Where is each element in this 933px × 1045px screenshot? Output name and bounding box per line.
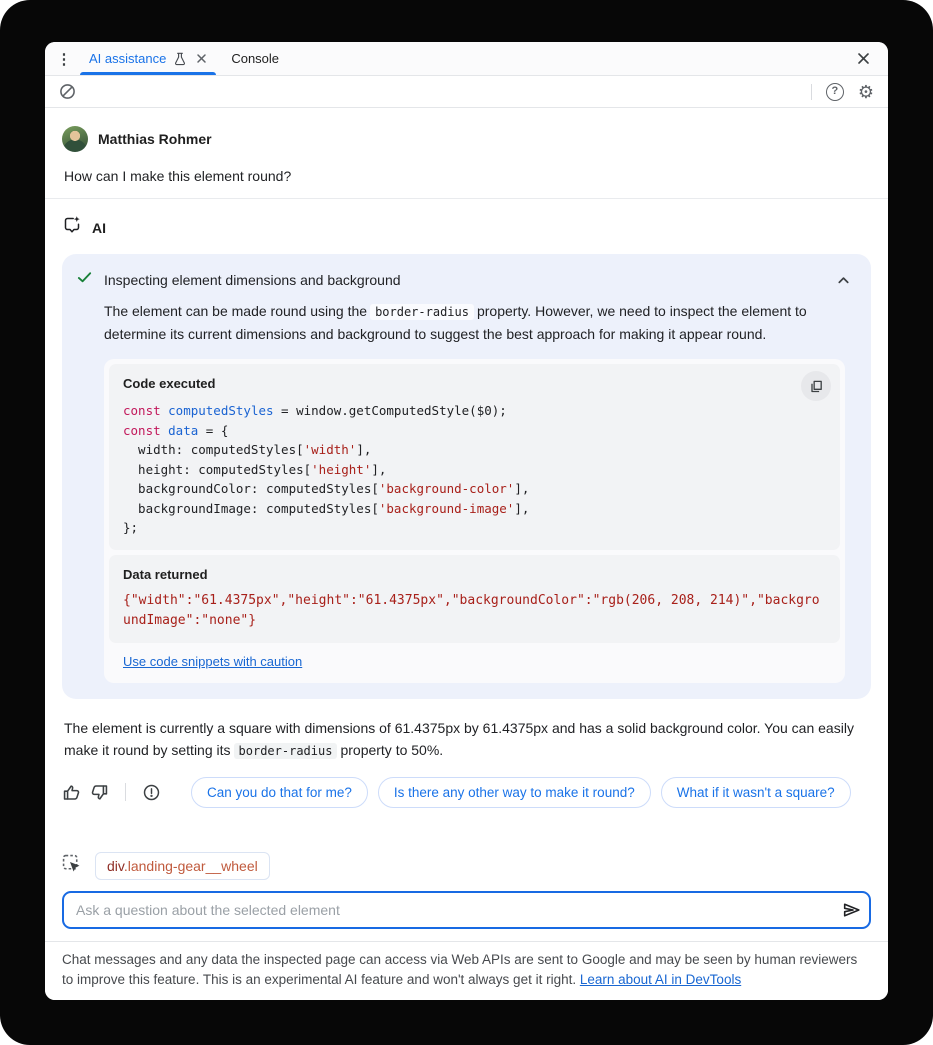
ai-label: AI: [92, 219, 106, 236]
prompt-input[interactable]: [62, 891, 871, 929]
tab-bar: [45, 42, 888, 76]
selected-element-chip[interactable]: [95, 852, 270, 880]
copy-code-button[interactable]: [801, 371, 831, 401]
suggestion-chips: [191, 777, 871, 808]
data-returned-value: {"width":"61.4375px","height":"61.4375px","backgroundColor":"rgb(206, 208, 214)","backgroundImage":"none"}: [123, 592, 820, 628]
suggestion-chip[interactable]: Is there any other way to make it round?: [378, 777, 651, 808]
learn-about-ai-link[interactable]: Learn about AI in DevTools: [579, 972, 742, 987]
code-executed-label: Code executed: [123, 376, 216, 391]
suggestion-chip[interactable]: Can you do that for me?: [191, 777, 368, 808]
message-divider: [45, 198, 888, 199]
inline-code-border-radius: border-radius: [370, 304, 474, 320]
more-tabs-menu-icon[interactable]: ⋮: [56, 50, 72, 68]
step-intro-text: [104, 300, 845, 345]
user-avatar: [62, 126, 88, 152]
disclaimer-footer: [45, 941, 888, 1000]
clear-chat-icon[interactable]: [59, 83, 76, 100]
answer-before: The element is currently a square with dimensions of 61.4375px by 61.4375px and has a solid background color. You can easily make it round by setting its: [64, 719, 854, 758]
tab-console-label: Console: [231, 51, 280, 66]
help-icon[interactable]: ?: [826, 83, 844, 101]
disclaimer-text: Chat messages and any data the inspected page can access via Web APIs are sent to Google and may be seen by human reviewers to improve this feature. This is an experimental AI feature and won't always get it right.: [62, 952, 858, 987]
thumbs-down-icon[interactable]: [90, 783, 109, 802]
toolbar-divider: [811, 84, 812, 100]
send-icon[interactable]: [841, 900, 862, 921]
success-check-icon: [76, 269, 93, 291]
experiment-flask-icon: [173, 52, 187, 66]
step-header[interactable]: [76, 268, 855, 292]
feedback-icons: [62, 783, 161, 802]
code-execution-card: [104, 359, 845, 683]
prompt-input-row: [62, 891, 871, 929]
collapse-chevron-up-icon[interactable]: [831, 268, 855, 292]
ai-message-header: [62, 215, 871, 240]
settings-gear-icon[interactable]: ⚙: [857, 81, 874, 102]
ai-answer-text: [64, 717, 869, 762]
devtools-ai-assistance-panel: [45, 42, 888, 1000]
tab-close-icon[interactable]: [196, 53, 207, 64]
chat-scroll-area: [45, 108, 888, 830]
tab-console[interactable]: [219, 42, 291, 75]
answer-after: property to 50%.: [340, 741, 444, 758]
caution-row: [109, 643, 840, 678]
step-intro-after: property. However, we need to inspect the element to determine its current dimensions and background to suggest the best approach for making it appear round.: [104, 303, 807, 342]
data-returned-label: Data returned: [123, 566, 208, 582]
selected-element-row: [62, 852, 871, 880]
step-intro-before: The element can be made round using the: [104, 303, 368, 319]
toolbar: [45, 76, 888, 108]
user-name: Matthias Rohmer: [98, 131, 212, 147]
ai-step-panel: [62, 254, 871, 699]
thumbs-up-icon[interactable]: [62, 783, 81, 802]
selector-class: .landing-gear__wheel: [123, 858, 258, 874]
selector-tag: div: [107, 858, 124, 874]
code-caution-link[interactable]: Use code snippets with caution: [123, 653, 303, 669]
close-panel-button[interactable]: [850, 46, 876, 72]
tab-ai-assistance[interactable]: [77, 42, 219, 75]
data-returned-block: [109, 555, 840, 643]
suggestion-chip[interactable]: What if it wasn't a square?: [661, 777, 851, 808]
tab-ai-assistance-label: AI assistance: [89, 51, 167, 66]
ai-sparkle-bubble-icon: [62, 215, 82, 240]
user-question: How can I make this element round?: [64, 168, 292, 184]
report-icon[interactable]: [142, 783, 161, 802]
executed-code: const computedStyles = window.getComputedStyle($0); const data = { width: computedStyles['width'], height: computedStyles['height'], backgroundColor: computedStyles['background-color'], backgroundImage: computedStyles['background-image'], };: [123, 403, 530, 535]
user-message-header: [62, 126, 871, 152]
code-executed-block: [109, 364, 840, 550]
inline-code-border-radius-2: border-radius: [234, 743, 338, 759]
feedback-row: [62, 777, 871, 808]
composer: [45, 830, 888, 929]
feedback-divider: [125, 783, 126, 801]
inspect-element-icon[interactable]: [62, 854, 82, 879]
step-title: Inspecting element dimensions and background: [104, 272, 401, 288]
